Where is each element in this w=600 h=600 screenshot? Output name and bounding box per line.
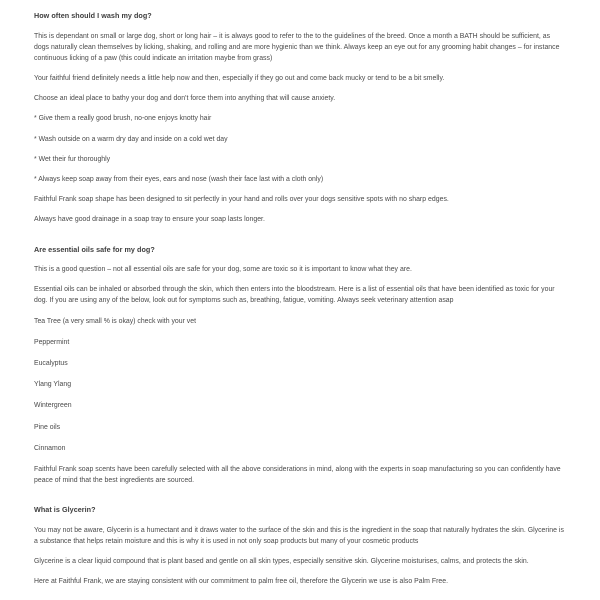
list-item: Pine oils — [34, 423, 61, 431]
paragraph: This is dependant on small or large dog, short or long hair – it is always good to refer to the to the guidelines of the breed. Once a month a BATH should be sufficient, as dogs naturally clean themselves by licking, shaking, and rolling and are more hygienic than we think. Always keep an eye out for any grooming habit changes – for instance continuous licking of a paw (this could indicate an irritation maybe from grass) — [34, 32, 560, 62]
section-heading: What is Glycerin? — [34, 505, 96, 515]
list-item: Ylang Ylang — [34, 381, 72, 389]
paragraph: Here at Faithful Frank, we are staying consistent with our commitment to palm free oil, therefore the Glycerin we use is also Palm Free. — [34, 578, 449, 586]
list-item: Eucalyptus — [34, 360, 68, 368]
paragraph: Your faithful friend definitely needs a little help now and then, especially if they go out and come back mucky or tend to be a bit smelly. — [34, 75, 445, 83]
list-item: * Wet their fur thoroughly — [34, 155, 111, 163]
faq-section-washing — [34, 10, 566, 226]
list-item: Wintergreen — [34, 402, 72, 410]
list-item: * Give them a really good brush, no-one enjoys knotty hair — [34, 115, 212, 123]
paragraph: This is a good question – not all essential oils are safe for your dog, some are toxic so it is important to know what they are. — [34, 266, 412, 274]
paragraph: Always have good drainage in a soap tray to ensure your soap lasts longer. — [34, 216, 265, 224]
list-item: Peppermint — [34, 338, 70, 346]
faq-section-essential-oils — [34, 244, 566, 487]
faq-section-glycerin — [34, 504, 566, 587]
list-item: Tea Tree (a very small % is okay) check with your vet — [34, 317, 196, 325]
section-heading: How often should I wash my dog? — [34, 11, 152, 20]
paragraph: Faithful Frank soap scents have been carefully selected with all the above considerations in mind, along with the experts in soap manufacturing so you can confidently have peace of mind that the best ingredients are sourced. — [34, 465, 561, 485]
section-heading: Are essential oils safe for my dog? — [34, 244, 155, 254]
list-item: Cinnamon — [34, 444, 66, 452]
list-item: * Wash outside on a warm dry day and inside on a cold wet day — [34, 135, 228, 143]
paragraph: Glycerine is a clear liquid compound that is plant based and gentle on all skin types, especially sensitive skin. Glycerine moisturises, calms, and protects the skin. — [34, 558, 529, 566]
paragraph: Essential oils can be inhaled or absorbed through the skin, which then enters into the bloodstream. Here is a list of essential oils that have been identified as toxic for your dog. If you are using any of the below, look out for symptoms such as, breathing, fatigue, vomiting. Always seek veterinary attention asap — [34, 286, 555, 305]
list-item: * Always keep soap away from their eyes, ears and nose (wash their face last with a cloth only) — [34, 176, 324, 184]
paragraph: Faithful Frank soap shape has been designed to sit perfectly in your hand and rolls over your dogs sensitive spots with no sharp edges. — [34, 196, 449, 204]
paragraph: Choose an ideal place to bathy your dog and don't force them into anything that will cause anxiety. — [34, 95, 336, 103]
paragraph: You may not be aware, Glycerin is a humectant and it draws water to the surface of the skin and this is the ingredient in the soap that naturally hydrates the skin. Glycerine is a substance that helps retain moisture and this is why it is used in not only soap products but many of your cosmetic products — [34, 526, 564, 546]
